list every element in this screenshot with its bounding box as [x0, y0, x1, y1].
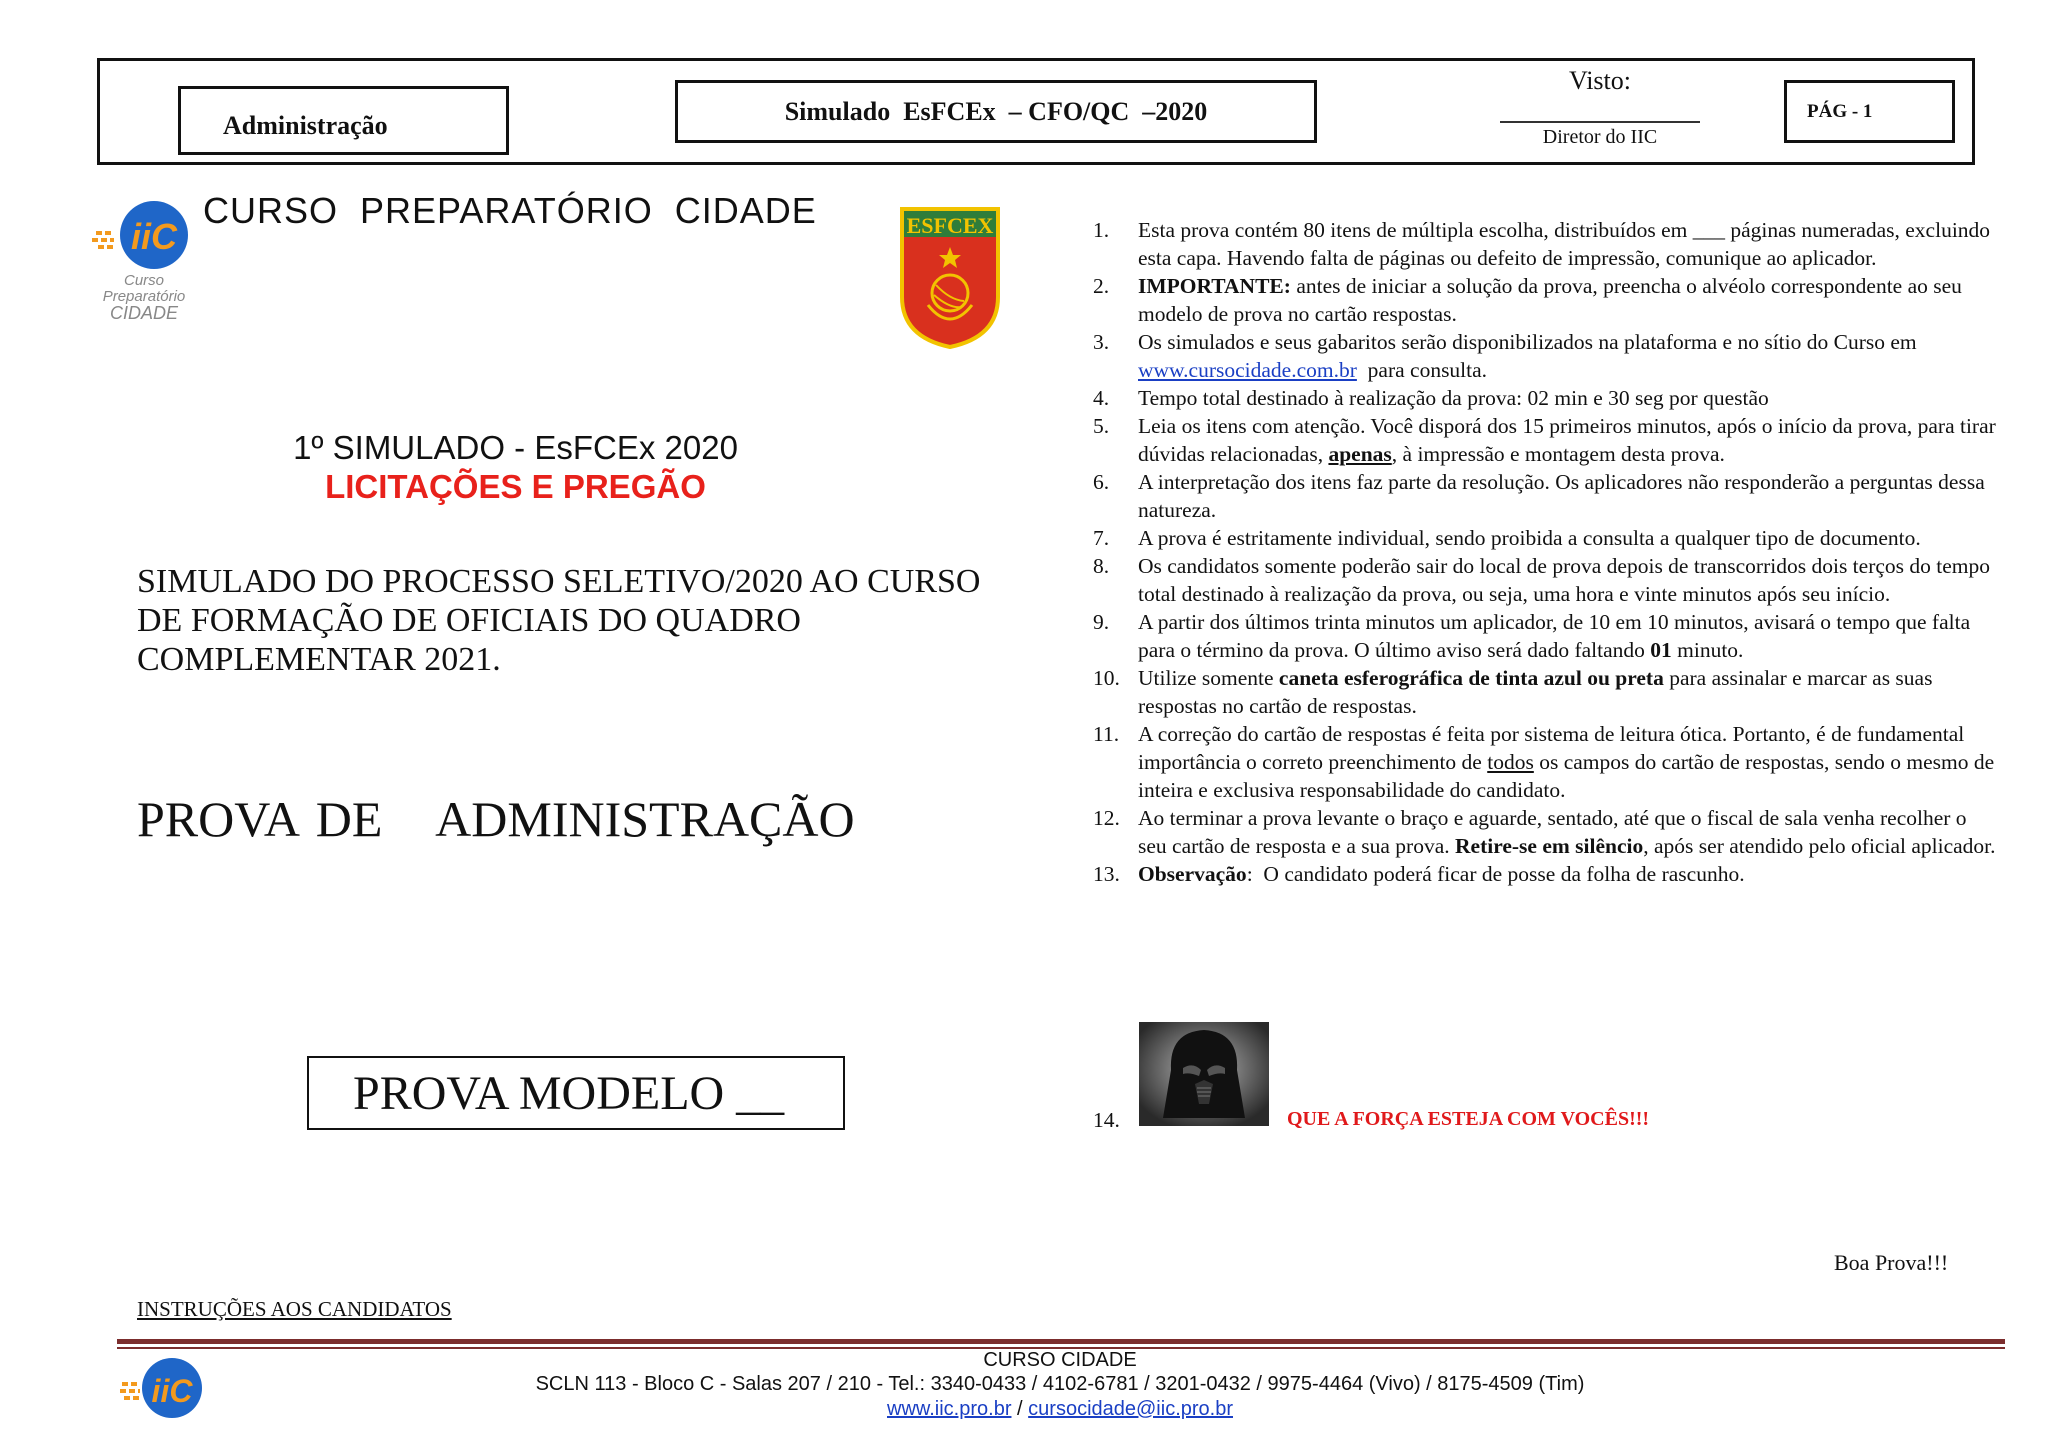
list-item [1093, 664, 1999, 720]
footer-divider [117, 1339, 2005, 1344]
list-item [1093, 216, 1999, 272]
item-after: os campos do cartão de respostas, sendo o mesmo de inteira e exclusiva responsabilidade do candidato. [1138, 750, 1995, 802]
item-number: 3. [1093, 330, 1110, 354]
footer-separator: / [1011, 1398, 1029, 1420]
item-number: 12. [1093, 806, 1120, 830]
item-before: A partir dos últimos trinta minutos um aplicador, de 10 em 10 minutos, avisará o tempo que falta para o término da prova. O último aviso será dado faltando [1138, 610, 1971, 662]
item-text: Tempo total destinado à realização da prova: 02 min e 30 seg por questão [1138, 386, 1769, 410]
prova-modelo-label: PROVA MODELO __ [353, 1067, 785, 1120]
footer-name: CURSO CIDADE [983, 1349, 1137, 1371]
list-item [1093, 608, 1999, 664]
item-text [1138, 272, 1999, 328]
item-after: para consulta. [1356, 358, 1488, 382]
item-before: A correção do cartão de respostas é feita por sistema de leitura ótica. Portanto, é de fundamental importância o correto preenchimento de [1138, 722, 1965, 774]
item-number: 5. [1093, 414, 1110, 438]
simulado-title: 1º SIMULADO - EsFCEx 2020 [293, 429, 738, 466]
item-text [1138, 860, 1999, 888]
item-text [1138, 412, 1999, 468]
emblem-text: ESFCEX [906, 213, 994, 238]
item-after: , após ser atendido pelo oficial aplicador. [1643, 834, 1996, 858]
course-website-link[interactable]: www.cursocidade.com.br [1138, 358, 1357, 382]
item-text [1138, 804, 1999, 860]
list-item [1093, 412, 1999, 468]
signature-line [1500, 121, 1700, 123]
item-number: 6. [1093, 470, 1110, 494]
list-item [1093, 860, 1999, 888]
item-text [1138, 328, 1999, 384]
list-item [1093, 328, 1999, 384]
item-number: 7. [1093, 526, 1110, 550]
item-bold: IMPORTANTE: [1138, 274, 1291, 298]
list-item [1093, 468, 1999, 524]
item-after: , à impressão e montagem desta prova. [1391, 442, 1725, 466]
item-number: 11. [1093, 722, 1120, 746]
subject-label: Administração [223, 110, 388, 140]
item-bold: Retire-se em silêncio [1455, 834, 1644, 858]
instructions-heading: INSTRUÇÕES AOS CANDIDATOS [137, 1297, 452, 1321]
footer-address: SCLN 113 - Bloco C - Salas 207 / 210 - Tel.: 3340-0433 / 4102-6781 / 3201-0432 / 9975-4464 (Vivo) / 8175-4509 (Tim) [535, 1373, 1585, 1395]
item-bold: Observação [1138, 862, 1247, 886]
item-before: Utilize somente [1138, 666, 1279, 690]
item-number: 8. [1093, 554, 1110, 578]
instructions-list [1093, 216, 1999, 888]
item-number: 4. [1093, 386, 1110, 410]
darth-vader-helmet-icon [1139, 1022, 1269, 1126]
page-number-box [1784, 80, 1955, 143]
footer-logo-mark: iiC [151, 1373, 193, 1409]
logo-line1: Curso [123, 272, 165, 289]
footer-email-link[interactable]: cursocidade@iic.pro.br [1028, 1398, 1233, 1420]
logo-line3: CIDADE [109, 303, 179, 323]
item-number: 10. [1093, 666, 1120, 690]
item-bold: 01 [1650, 638, 1672, 662]
footer-links [0, 1398, 2048, 1421]
director-label: Diretor do IIC [1542, 126, 1658, 148]
subject-box [178, 86, 509, 155]
item-before: Os simulados e seus gabaritos serão disponibilizados na plataforma e no sítio do Curso em [1138, 330, 1917, 354]
item-emphasis: apenas [1328, 442, 1392, 466]
visto-label: Visto: [1568, 66, 1631, 95]
item-text: Esta prova contém 80 itens de múltipla escolha, distribuídos em ___ páginas numeradas, excluindo esta capa. Havendo falta de páginas ou defeito de impressão, comunique ao aplicador. [1138, 218, 1991, 270]
item-text: A interpretação dos itens faz parte da resolução. Os aplicadores não responderão a perguntas dessa natureza. [1138, 470, 1985, 522]
item-text [1138, 664, 1999, 720]
list-item [1093, 384, 1999, 412]
item-text [1138, 720, 1999, 804]
prova-title: PROVA DE ADMINISTRAÇÃO [137, 791, 855, 847]
item-before: Ao terminar a prova levante o braço e aguarde, sentado, até que o fiscal de sala venha recolher o seu cartão de resposta e a sua prova. [1138, 806, 1967, 858]
item-number: 2. [1093, 274, 1110, 298]
iic-logo-icon [88, 193, 198, 323]
item-after: para assinalar e marcar as suas respostas no cartão de respostas. [1138, 666, 1933, 718]
esfcex-shield-icon [898, 205, 1002, 349]
list-item [1093, 720, 1999, 804]
item-number: 1. [1093, 218, 1110, 242]
item-rest: antes de iniciar a solução da prova, preencha o alvéolo correspondente ao seu modelo de prova no cartão respostas. [1138, 274, 1962, 326]
list-item [1093, 804, 1999, 860]
item-rest: : O candidato poderá ficar de posse da folha de rascunho. [1246, 862, 1745, 886]
item-14-number: 14. [1093, 1108, 1120, 1132]
item-before: Leia os itens com atenção. Você disporá dos 15 primeiros minutos, após o início da prova, para tirar dúvidas relacionadas, [1138, 414, 1996, 466]
closing-message: Boa Prova!!! [1834, 1250, 1949, 1275]
force-message: QUE A FORÇA ESTEJA COM VOCÊS!!! [1287, 1108, 1650, 1130]
list-item [1093, 524, 1999, 552]
school-name: CURSO PREPARATÓRIO CIDADE [203, 190, 817, 231]
item-bold: caneta esferográfica de tinta azul ou preta [1278, 666, 1664, 690]
logo-mark: iiC [130, 216, 178, 257]
item-number: 13. [1093, 862, 1120, 886]
simulado-subject: LICITAÇÕES E PREGÃO [325, 468, 706, 505]
item-text [1138, 608, 1999, 664]
exam-title: Simulado EsFCEx – CFO/QC –2020 [784, 96, 1208, 126]
footer-website-link[interactable]: www.iic.pro.br [887, 1398, 1012, 1420]
list-item [1093, 272, 1999, 328]
simulado-description: SIMULADO DO PROCESSO SELETIVO/2020 AO CURSO DE FORMAÇÃO DE OFICIAIS DO QUADRO COMPLEMENTAR 2021. [137, 563, 981, 678]
prova-modelo-box [307, 1056, 845, 1130]
list-item [1093, 552, 1999, 608]
item-text: Os candidatos somente poderão sair do local de prova depois de transcorridos dois terços do tempo total destinado à realização da prova, ou seja, uma hora e vinte minutos após seu início. [1138, 554, 1991, 606]
exam-title-box [675, 80, 1317, 143]
item-emphasis: todos [1487, 750, 1534, 774]
item-after: minuto. [1671, 638, 1744, 662]
item-text: A prova é estritamente individual, sendo proibida a consulta a qualquer tipo de documento. [1138, 526, 1921, 550]
page-number: PÁG - 1 [1807, 100, 1873, 122]
logo-line2: Preparatório [102, 288, 186, 305]
item-number: 9. [1093, 610, 1110, 634]
